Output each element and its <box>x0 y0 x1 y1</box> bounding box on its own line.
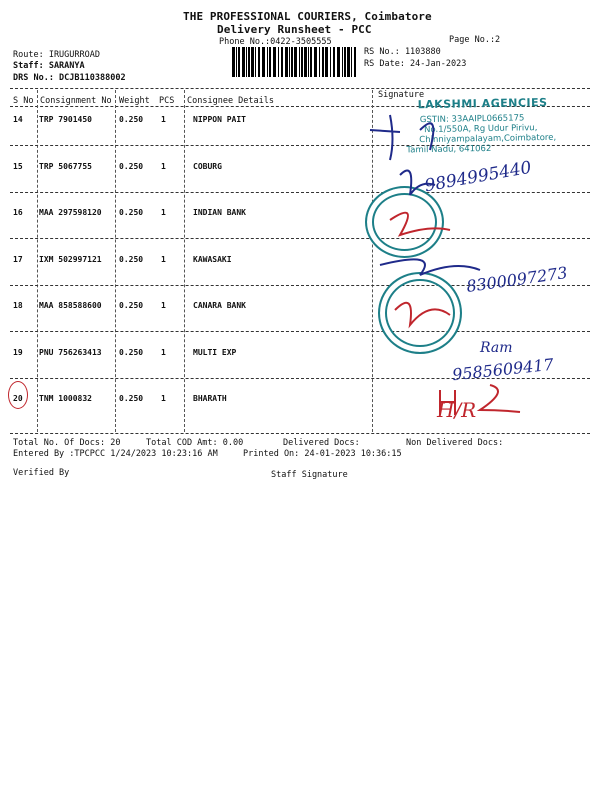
col-header-weight: Weight <box>119 96 150 106</box>
barcode-bar <box>262 47 265 77</box>
row-consignment-no: TRP 7901450 <box>39 115 92 124</box>
total-docs: Total No. Of Docs: 20 <box>13 438 121 448</box>
stamp-company-name: LAKSHMI AGENCIES <box>417 95 548 112</box>
handwritten-initials: H/R <box>437 398 477 422</box>
row-sno: 16 <box>13 208 23 217</box>
row-weight: 0.250 <box>119 347 144 357</box>
staff-signature: Staff Signature <box>271 470 348 480</box>
document-title: Delivery Runsheet - PCC <box>217 23 372 36</box>
stamp-gstin: GSTIN: 33AAIPL0665175 <box>419 113 525 126</box>
barcode-bar <box>337 47 340 77</box>
row-consignee: NIPPON PAIT <box>193 115 246 124</box>
delivered-docs: Delivered Docs: <box>283 438 360 448</box>
barcode-bar <box>285 47 288 77</box>
row-sno: 15 <box>13 161 23 171</box>
barcode-bar <box>232 47 235 77</box>
row-consignee: BHARATH <box>193 394 227 403</box>
row-sno: 18 <box>13 301 23 310</box>
non-delivered-docs: Non Delivered Docs: <box>406 438 504 448</box>
row-sno: 14 <box>13 115 23 124</box>
row-consignment-no: MAA 858588600 <box>39 301 102 310</box>
handwritten-name: Ram <box>480 340 513 356</box>
page-number: Page No.:2 <box>449 35 501 45</box>
barcode-bar <box>299 47 300 77</box>
row-consignment-no: TNM 1000832 <box>39 394 92 403</box>
row-pcs: 1 <box>161 208 166 217</box>
company-name: THE PROFESSIONAL COURIERS, Coimbatore <box>183 10 432 23</box>
col-header-consignee: Consignee Details <box>187 96 274 106</box>
barcode-bar <box>308 47 309 77</box>
staff-label: Staff: SARANYA <box>13 61 85 71</box>
row-sno: 19 <box>13 347 23 357</box>
table-top-rule <box>10 88 590 89</box>
verified-by: Verified By <box>13 468 70 478</box>
row-consignee: KAWASAKI <box>193 254 232 264</box>
barcode-bar <box>242 47 245 77</box>
row-weight: 0.250 <box>119 161 144 171</box>
row-consignee: COBURG <box>193 161 222 171</box>
row-consignment-no: PNU 756263413 <box>39 347 102 357</box>
entered-by: Entered By :TPCPCC 1/24/2023 10:23:16 AM <box>13 449 218 459</box>
total-cod: Total COD Amt: 0.00 <box>146 438 244 448</box>
row-pcs: 1 <box>161 254 166 264</box>
row-pcs: 1 <box>161 301 166 310</box>
rs-date: RS Date: 24-Jan-2023 <box>364 59 467 69</box>
barcode-bar <box>304 47 307 77</box>
drs-number: DRS No.: DCJB110388002 <box>13 73 126 83</box>
barcode-bar <box>344 47 346 77</box>
col-header-consignment: Consignment No <box>40 96 112 106</box>
barcode-bar <box>248 47 250 77</box>
row-sno: 20 <box>13 394 23 403</box>
row-weight: 0.250 <box>119 301 144 310</box>
row-consignment-no: TRP 5067755 <box>39 161 92 171</box>
col-divider-cons <box>115 90 116 432</box>
rs-number: RS No.: 1103880 <box>364 47 441 57</box>
barcode-bar <box>354 47 356 77</box>
barcode-bar <box>258 47 260 77</box>
barcode-bar <box>310 47 312 77</box>
barcode-bar <box>281 47 283 77</box>
row-weight: 0.250 <box>119 208 144 217</box>
handwritten-phone-2: 8300097273 <box>465 263 569 296</box>
barcode-bar <box>267 47 268 77</box>
handwritten-phone-3: 9585609417 <box>451 354 555 385</box>
col-divider-pcs <box>184 90 185 432</box>
barcode-bar <box>236 47 237 77</box>
row-consignment-no: IXM 502997121 <box>39 254 102 264</box>
row-consignment-no: MAA 297598120 <box>39 208 102 217</box>
footer-rule <box>10 433 590 434</box>
barcode-bar <box>330 47 331 77</box>
row-20-circle-mark <box>8 381 28 409</box>
barcode-bar <box>255 47 256 77</box>
row-weight: 0.250 <box>119 254 144 264</box>
row-weight: 0.250 <box>119 115 144 124</box>
barcode-bar <box>291 47 293 77</box>
barcode-bar <box>322 47 324 77</box>
row-pcs: 1 <box>161 394 166 403</box>
handwritten-phone-1: 9894995440 <box>423 157 534 197</box>
barcode-bar <box>314 47 317 77</box>
row-pcs: 1 <box>161 115 166 124</box>
stamp-address-1: No.1/550A, Rg Udur Pirivu, <box>423 123 538 136</box>
barcode-bar <box>342 47 343 77</box>
barcode-bar <box>269 47 271 77</box>
col-header-signature: Signature <box>378 90 425 100</box>
col-divider-sno <box>37 90 38 432</box>
barcode-bar <box>333 47 335 77</box>
barcode-bar <box>351 47 352 77</box>
col-header-pcs: PCS <box>159 96 175 106</box>
row-consignee: MULTI EXP <box>193 347 237 357</box>
phone-number: Phone No.:0422-3505555 <box>219 37 332 47</box>
barcode-bar <box>319 47 320 77</box>
stamp-address-3: Tamil Nadu, 641062 <box>406 143 492 156</box>
row-consignee: INDIAN BANK <box>193 208 246 217</box>
barcode-bar <box>278 47 279 77</box>
barcode-bar <box>289 47 290 77</box>
barcode-bar <box>273 47 276 77</box>
barcode <box>232 47 357 77</box>
row-pcs: 1 <box>161 347 166 357</box>
row-sno: 17 <box>13 254 23 264</box>
route-label: Route: IRUGURROAD <box>13 50 100 60</box>
row-weight: 0.250 <box>119 394 144 403</box>
barcode-bar <box>347 47 350 77</box>
row-pcs: 1 <box>161 161 166 171</box>
barcode-bar <box>251 47 254 77</box>
barcode-bar <box>325 47 328 77</box>
barcode-bar <box>246 47 247 77</box>
stamp-address-2: Chinniyampalayam,Coimbatore, <box>419 132 557 146</box>
barcode-bar <box>238 47 240 77</box>
barcode-bar <box>301 47 303 77</box>
barcode-bar <box>294 47 297 77</box>
col-header-sno: S No <box>13 96 34 106</box>
printed-on: Printed On: 24-01-2023 10:36:15 <box>243 449 402 459</box>
row-consignee: CANARA BANK <box>193 301 246 310</box>
